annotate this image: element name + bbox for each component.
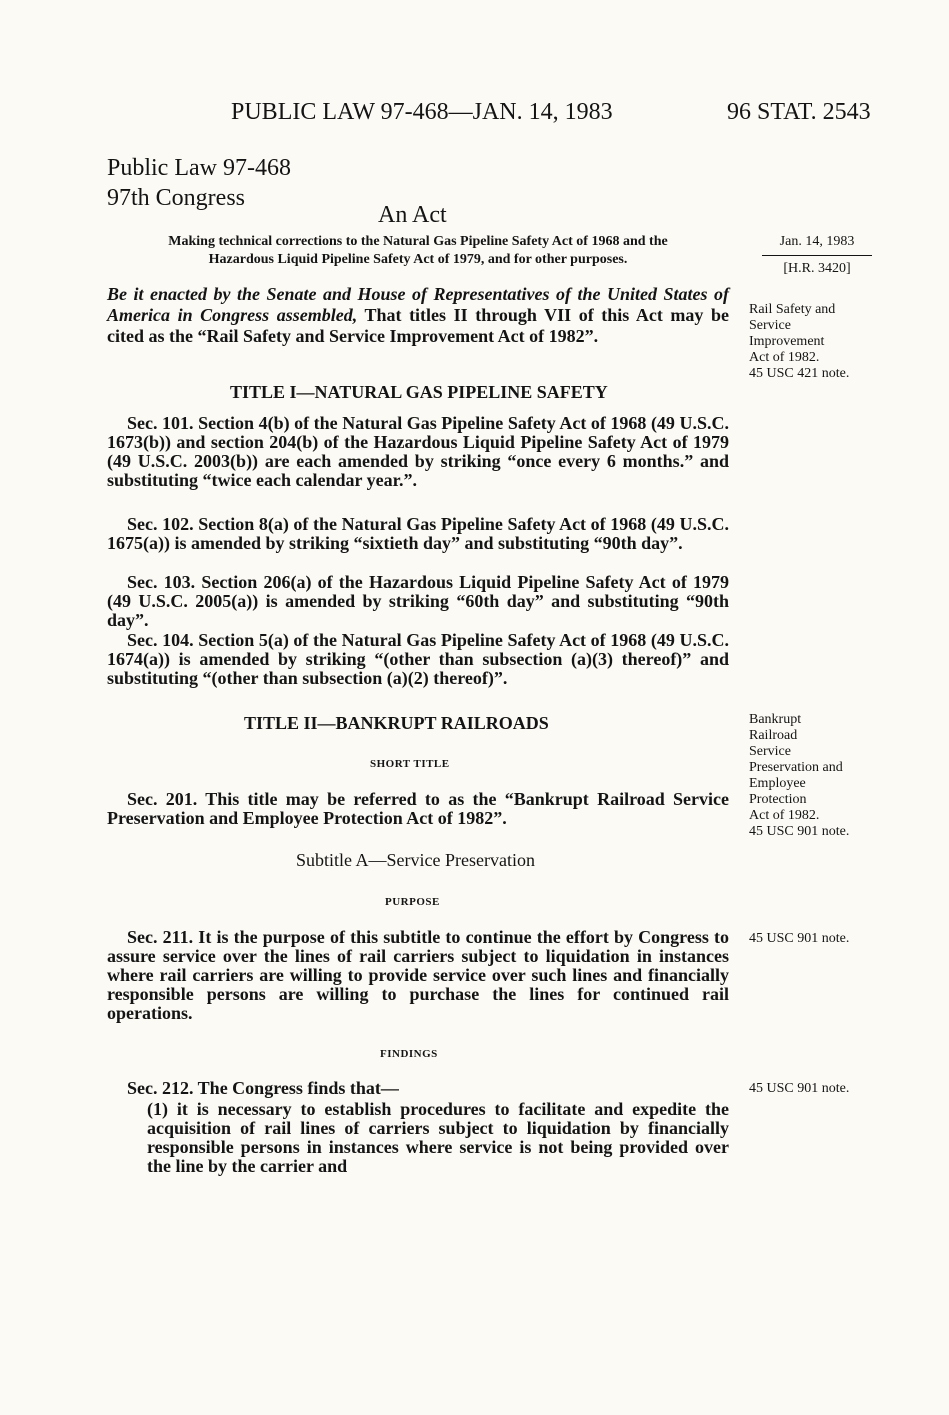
act-purpose — [107, 233, 729, 269]
margin-note-line: Act of 1982. — [749, 808, 820, 823]
section-text: Section 206(a) of the Hazardous Liquid Pipeline Safety Act of 1979 (49 U.S.C. 2005(a)) is amended by striking “60th day” and substituting “90th day”. — [107, 572, 729, 630]
subtitle-a-heading: Subtitle A—Service Preservation — [296, 850, 535, 870]
section-label: Sec. 201. — [127, 789, 198, 809]
section-label: Sec. 101. — [127, 413, 194, 433]
short-title-heading: SHORT TITLE — [370, 758, 450, 770]
margin-note-212: 45 USC 901 note. — [749, 1081, 850, 1096]
section-label: Sec. 211. — [127, 927, 194, 947]
section-label: Sec. 103. — [127, 572, 196, 592]
section-label: Sec. 212. — [127, 1078, 194, 1098]
findings-heading: FINDINGS — [380, 1048, 438, 1060]
congress-number: 97th Congress — [107, 185, 245, 211]
section-211 — [107, 928, 729, 1023]
section-101 — [107, 414, 729, 490]
title-1-heading: TITLE I—NATURAL GAS PIPELINE SAFETY — [230, 382, 608, 402]
margin-note-line: 45 USC 421 note. — [749, 366, 850, 381]
section-104 — [107, 631, 729, 688]
title-2-heading: TITLE II—BANKRUPT RAILROADS — [244, 713, 549, 733]
margin-note-line: Railroad — [749, 728, 798, 743]
running-header-left: PUBLIC LAW 97-468—JAN. 14, 1983 — [231, 99, 613, 125]
margin-note-line: Act of 1982. — [749, 350, 820, 365]
margin-note-line: Improvement — [749, 334, 825, 349]
margin-date-box — [762, 233, 872, 278]
section-text: Section 5(a) of the Natural Gas Pipeline Safety Act of 1968 (49 U.S.C. 1674(a)) is amended by striking “(other than subsection (a)(3) thereof)” and substituting “(other than subsection (a)(2) thereof)”. — [107, 630, 729, 688]
enacting-clause — [107, 284, 729, 347]
margin-note-line: Employee — [749, 776, 806, 791]
margin-note-line: Bankrupt — [749, 712, 802, 727]
enacting-clause-text: That titles II through VII of this Act may be cited as the “Rail Safety and Service Improvement Act of 1982”. — [107, 305, 729, 346]
section-text: Section 4(b) of the Natural Gas Pipeline Safety Act of 1968 (49 U.S.C. 1673(b)) and section 204(b) of the Hazardous Liquid Pipeline Safety Act of 1979 (49 U.S.C. 2003(b)) are each amended by striking “once every 6 months.” and substituting “twice each calendar year.”. — [107, 413, 729, 490]
margin-note-line: Protection — [749, 792, 807, 807]
section-label: Sec. 102. — [127, 514, 194, 534]
act-label: An Act — [378, 202, 447, 228]
enacting-clause-italic: Be it enacted by the Senate and House of Representatives of the United States of America in Congress assembled, — [107, 284, 729, 325]
page-stat-number: 96 STAT. 2543 — [727, 99, 871, 125]
bill-number: [H.R. 3420] — [783, 261, 851, 276]
section-label: Sec. 104. — [127, 630, 194, 650]
margin-note-line: Service — [749, 318, 791, 333]
section-102 — [107, 515, 729, 553]
public-law-number: Public Law 97-468 — [107, 155, 291, 181]
margin-note-211: 45 USC 901 note. — [749, 931, 850, 946]
finding-1: (1) it is necessary to establish procedures to facilitate and expedite the acquisition of rail lines of carriers subject to liquidation by financially responsible persons in instances where service is not being provided over the line by the carrier and — [147, 1099, 729, 1176]
margin-note-line: Preservation and — [749, 760, 843, 775]
section-text: It is the purpose of this subtitle to continue the effort by Congress to assure service over the lines of rail carriers subject to liquidation in instances where rail carriers are willing to provide service over such lines and financially responsible persons are willing to purchase the lines for continued rail operations. — [107, 927, 729, 1023]
section-text: This title may be referred to as the “Bankrupt Railroad Service Preservation and Employee Protection Act of 1982”. — [107, 789, 729, 828]
margin-note-bankrupt-railroad — [749, 712, 879, 840]
enactment-date: Jan. 14, 1983 — [762, 233, 872, 256]
law-identifier — [107, 153, 291, 213]
margin-note-line: 45 USC 901 note. — [749, 824, 850, 839]
purpose-heading: PURPOSE — [385, 896, 440, 908]
margin-note-line: Service — [749, 744, 791, 759]
act-purpose-line-1: Making technical corrections to the Natural Gas Pipeline Safety Act of 1968 and the — [168, 234, 668, 249]
margin-note-rail-safety — [749, 302, 879, 382]
margin-note-line: Rail Safety and — [749, 302, 836, 317]
act-purpose-line-2: Hazardous Liquid Pipeline Safety Act of 1979, and for other purposes. — [208, 252, 628, 267]
section-212 — [107, 1079, 729, 1098]
section-text: The Congress finds that— — [193, 1078, 399, 1098]
section-103 — [107, 573, 729, 630]
section-text: Section 8(a) of the Natural Gas Pipeline Safety Act of 1968 (49 U.S.C. 1675(a)) is amended by striking “sixtieth day” and substituting “90th day”. — [107, 514, 729, 553]
section-201 — [107, 790, 729, 828]
